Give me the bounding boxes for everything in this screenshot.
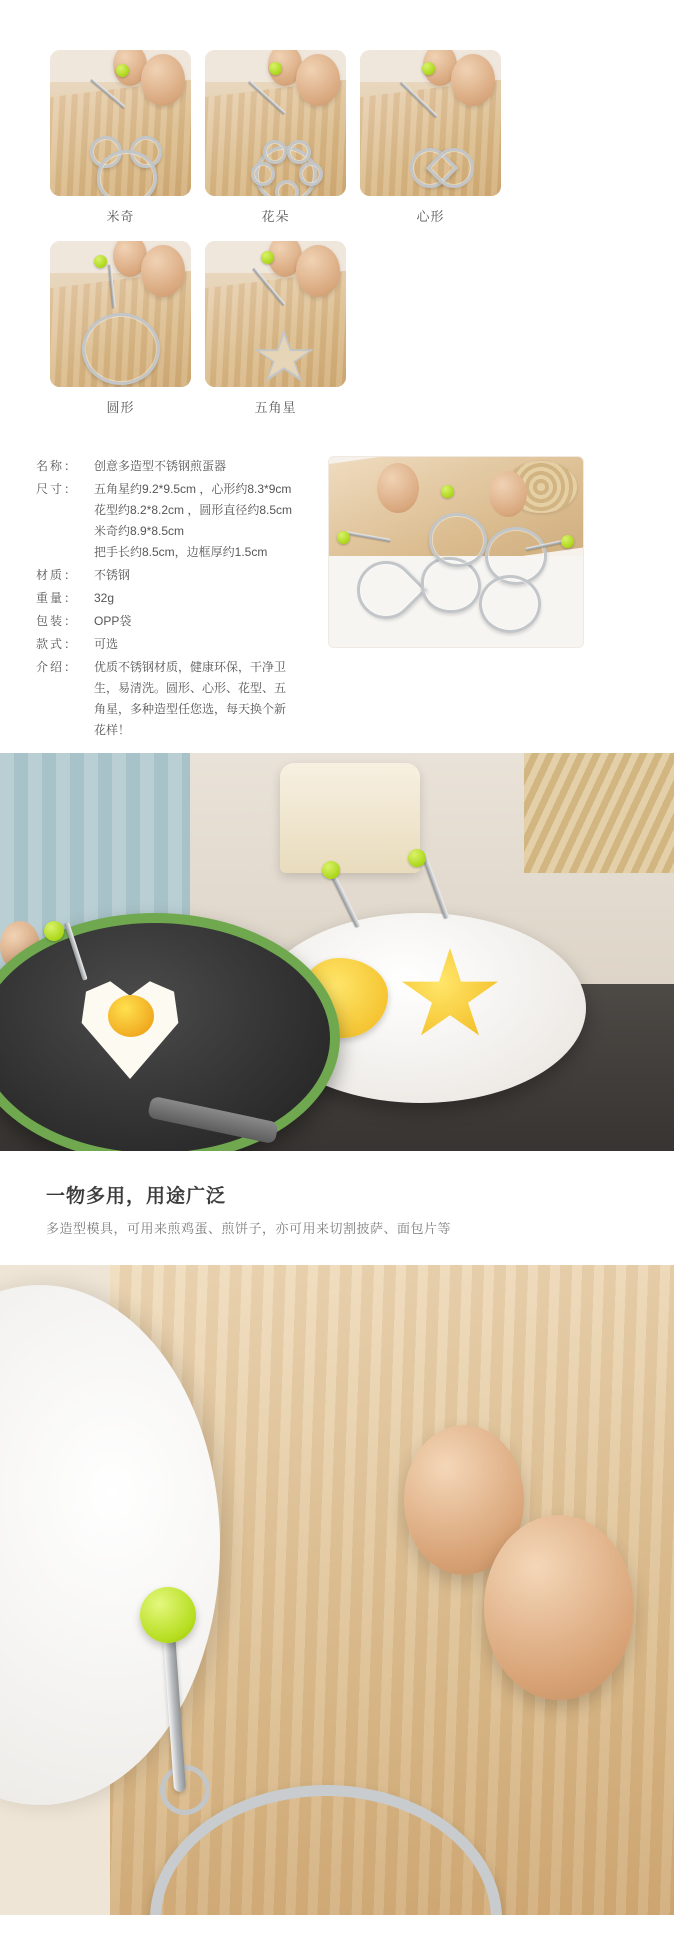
mold-handle bbox=[252, 267, 285, 306]
spec-row-name bbox=[36, 456, 306, 477]
spec-value bbox=[94, 634, 306, 655]
handle-cap-icon bbox=[269, 62, 282, 75]
gallery-row-2 bbox=[50, 241, 624, 432]
handle-cap-icon bbox=[140, 1587, 196, 1643]
spec-row-material bbox=[36, 565, 306, 586]
woven-mat bbox=[524, 753, 674, 873]
mold-circle-ring bbox=[82, 313, 160, 385]
spec-value-line: 花样！ bbox=[94, 723, 131, 737]
gallery-item-flower[interactable] bbox=[205, 50, 346, 241]
mold-head bbox=[97, 150, 157, 196]
gallery-item-heart[interactable] bbox=[360, 50, 501, 241]
spec-key: 材质： bbox=[36, 568, 79, 582]
handle-cap-icon bbox=[441, 485, 454, 498]
spec-value bbox=[94, 657, 306, 741]
spec-value-line: 五角星约9.2*9.5cm ，心形约8.3*9cm bbox=[94, 482, 292, 496]
handle-cap-icon bbox=[422, 62, 435, 75]
gallery-item-caption: 花朵 bbox=[261, 209, 290, 224]
gallery-item-mickey[interactable] bbox=[50, 50, 191, 241]
lifestyle-photo-closeup bbox=[0, 1265, 674, 1915]
product-group-photo bbox=[328, 456, 584, 648]
spec-value-line: OPP袋 bbox=[94, 614, 132, 628]
gallery-item-caption: 五角星 bbox=[254, 400, 297, 415]
spec-row-weight bbox=[36, 588, 306, 609]
spec-value-line: 花型约8.2*8.2cm ，圆形直径约8.5cm bbox=[94, 503, 293, 517]
mold-petal bbox=[299, 162, 323, 186]
spec-value-line: 米奇约8.9*8.5cm bbox=[94, 524, 185, 538]
mold-petal bbox=[263, 140, 287, 164]
product-photo-circle bbox=[50, 241, 191, 387]
mold-star-shape bbox=[205, 241, 346, 387]
shape-gallery bbox=[0, 0, 674, 432]
specification-section bbox=[0, 432, 674, 753]
spec-row-packaging bbox=[36, 611, 306, 632]
mold-flower-shape bbox=[205, 50, 346, 196]
spec-key: 包装： bbox=[36, 614, 79, 628]
toast-bread bbox=[280, 763, 420, 873]
slogan-subtitle: 多造型模具，可用来煎鸡蛋、煎饼子，亦可用来切割披萨、面包片等 bbox=[46, 1221, 452, 1236]
handle-cap-icon bbox=[94, 255, 107, 268]
spec-value-line: 可选 bbox=[94, 637, 119, 651]
spec-value-line: 角星，多种造型任您选，每天换个新 bbox=[94, 702, 287, 716]
handle-cap-icon bbox=[261, 251, 274, 264]
mold-handle bbox=[108, 264, 116, 308]
mold-star-ring-inner bbox=[258, 335, 310, 381]
spec-key: 尺寸： bbox=[36, 482, 79, 496]
mold-handle bbox=[90, 78, 126, 109]
spec-value-line: 把手长约8.5cm，边框厚约1.5cm bbox=[94, 545, 268, 559]
spec-key: 款式： bbox=[36, 637, 79, 651]
handle-cap-icon bbox=[322, 861, 340, 879]
mold-petal bbox=[287, 140, 311, 164]
gallery-item-caption: 圆形 bbox=[106, 400, 135, 415]
slogan-section bbox=[0, 1151, 674, 1265]
gallery-item-caption: 米奇 bbox=[106, 209, 135, 224]
spec-key: 介绍： bbox=[36, 660, 79, 674]
mold-heart-shape bbox=[360, 50, 501, 196]
spec-value bbox=[94, 611, 306, 632]
mold-star bbox=[479, 575, 541, 633]
spec-row-size bbox=[36, 479, 306, 563]
handle-cap-icon bbox=[337, 531, 350, 544]
mold-circle-shape bbox=[50, 241, 191, 387]
product-photo-flower bbox=[205, 50, 346, 196]
mold-petal bbox=[251, 162, 275, 186]
spec-value-line: 生，易清洗。圆形、心形、花型、五 bbox=[94, 681, 287, 695]
spec-value bbox=[94, 565, 306, 586]
handle-cap-icon bbox=[408, 849, 426, 867]
spec-value bbox=[94, 479, 306, 563]
spec-value-line: 创意多造型不锈钢煎蛋器 bbox=[94, 459, 227, 473]
product-photo-mickey bbox=[50, 50, 191, 196]
mold-bracket bbox=[160, 1765, 210, 1815]
mold-handle bbox=[400, 81, 438, 118]
spec-value bbox=[94, 588, 306, 609]
spec-value-line: 优质不锈钢材质，健康环保，干净卫 bbox=[94, 660, 287, 674]
spec-value-line: 32g bbox=[94, 591, 115, 605]
product-photo-heart bbox=[360, 50, 501, 196]
spec-key: 重量： bbox=[36, 591, 79, 605]
handle-cap-icon bbox=[44, 921, 64, 941]
mold-star-ring-outer bbox=[253, 329, 315, 387]
gallery-item-star[interactable] bbox=[205, 241, 346, 432]
egg bbox=[484, 1515, 634, 1700]
spec-key: 名称： bbox=[36, 459, 79, 473]
gallery-item-caption: 心形 bbox=[416, 209, 445, 224]
mold-handle bbox=[248, 80, 286, 114]
spec-row-description bbox=[36, 657, 306, 741]
egg-yolk bbox=[108, 995, 154, 1037]
gallery-row-1 bbox=[50, 50, 624, 241]
spec-value-line: 不锈钢 bbox=[94, 568, 131, 582]
mold-flower bbox=[429, 513, 487, 567]
product-photo-star bbox=[205, 241, 346, 387]
slogan-title: 一物多用，用途广泛 bbox=[46, 1186, 227, 1207]
spec-row-style bbox=[36, 634, 306, 655]
mold-mickey-shape bbox=[50, 50, 191, 196]
handle-cap-icon bbox=[561, 535, 574, 548]
gallery-item-empty bbox=[360, 241, 501, 432]
lifestyle-photo-frying bbox=[0, 753, 674, 1151]
egg bbox=[377, 463, 419, 513]
specification-table bbox=[36, 456, 306, 743]
spec-value bbox=[94, 456, 306, 477]
egg bbox=[489, 471, 527, 517]
gallery-item-circle[interactable] bbox=[50, 241, 191, 432]
handle-cap-icon bbox=[116, 64, 129, 77]
